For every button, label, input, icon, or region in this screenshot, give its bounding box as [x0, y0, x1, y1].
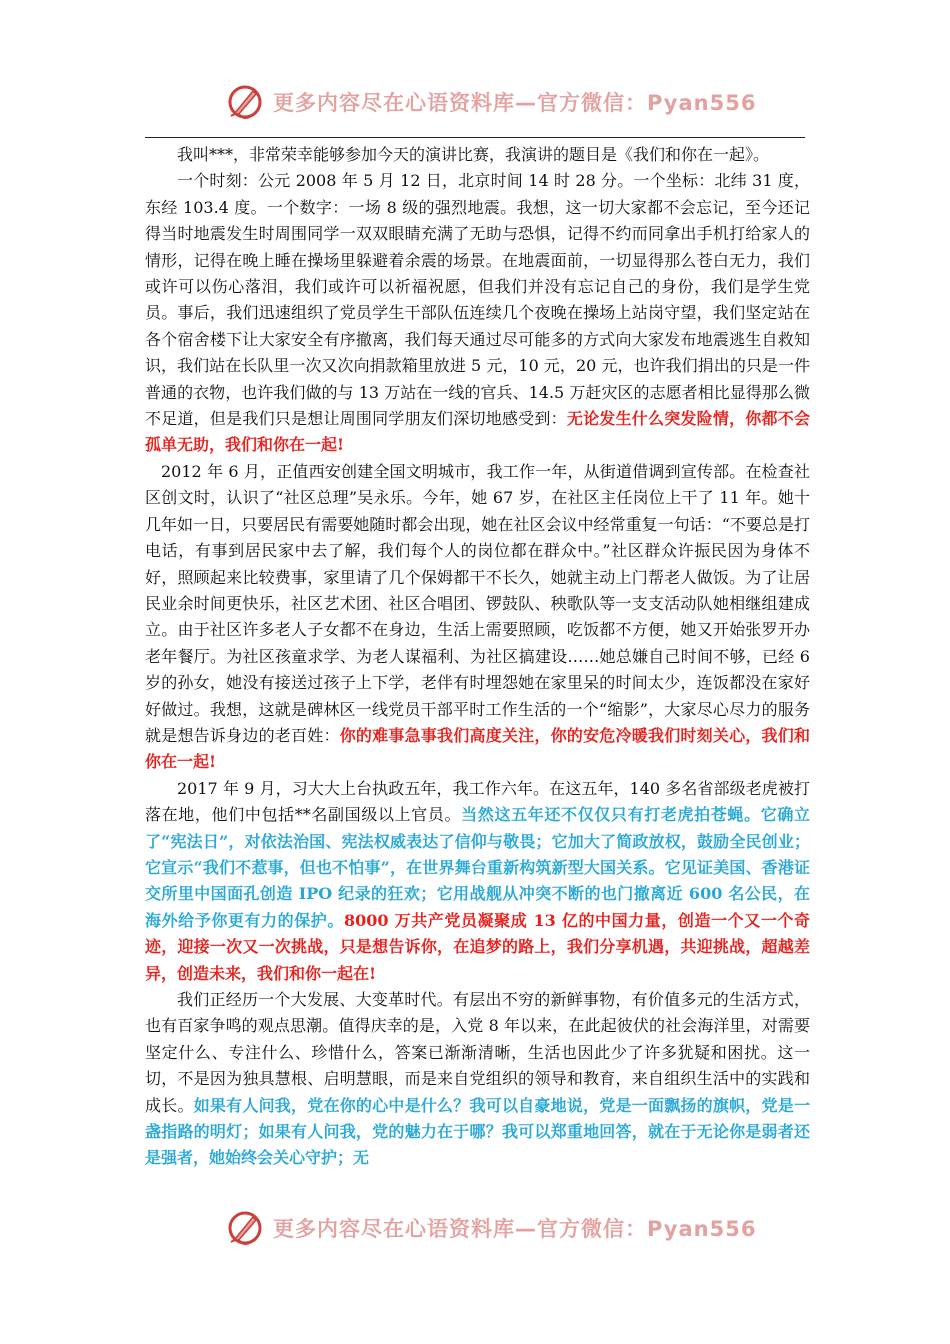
highlight-red-2: 你的难事急事我们高度关注，你的安危冷暖我们时刻关心，我们和你在一起!: [145, 725, 810, 772]
highlight-blue-2: 如果有人问我，党在你的心中是什么？我可以自豪地说，党是一面飘扬的旗帜，党是一盏指路的明灯；如果有人问我，党的魅力在于哪？我可以郑重地回答，就在于无论你是弱者还是强者，她始终会关心守护；无: [145, 1095, 810, 1168]
paragraph-era: 我们正经历一个大发展、大变革时代。有层出不穷的新鲜事物，有价值多元的生活方式，也有百家争鸣的观点思潮。值得庆幸的是，入党 8 年以来，在此起彼伏的社会海洋里，对需要坚定什么、专注什么、珍惜什么，答案已渐渐清晰，生活也因此少了许多犹疑和困扰。这一切，不是因为独具慧根、启明慧眼，而是来自党组织的领导和教育，来自组织生活中的实践和成长。如果有人问我，党在你的心中是什么？我可以自豪地说，党是一面飘扬的旗帜，党是一盏指路的明灯；如果有人问我，党的魅力在于哪？我可以郑重地回答，就在于无论你是弱者还是强者，她始终会关心守护；无: [145, 990, 810, 1168]
paragraph-earthquake: 一个时刻：公元 2008 年 5 月 12 日，北京时间 14 时 28 分。一个坐标：北纬 31 度，东经 103.4 度。一个数字：一场 8 级的强烈地震。我想，这一切大家都不会忘记，至今还记得当时地震发生时周围同学一双双眼睛充满了无助与恐惧，记得不约而同拿出手机打给家人的情形，记得在晚上睡在操场里躲避着余震的场景。在地震面前，一切显得那么苍白无力，我们或许可以伤心落泪，我们或许可以祈福祝愿，但我们并没有忘记自己的身份，我们是学生党员。事后，我们迅速组织了党员学生干部队伍连续几个夜晚在操场上站岗守望，我们坚定站在各个宿舍楼下让大家安全有序撤离，我们每天通过尽可能多的方式向大家发布地震逃生自救知识，我们站在长队里一次又次向捐款箱里放进 5 元，10 元，20 元，也许我们捐出的只是一件普通的衣物，也许我们做的与 13 万站在一线的官兵、14.5 万赶灾区的志愿者相比显得那么微不足道，但是我们只是想让周围同学朋友们深切地感受到：无论发生什么突发险情，你都不会孤单无助，我们和你在一起!: [145, 171, 810, 455]
document-body: [145, 142, 810, 1172]
paragraph-five-years: 2017 年 9 月，习大大上台执政五年，我工作六年。在这五年，140 多名省部级老虎被打落在地，他们中包括**名副国级以上官员。当然这五年还不仅仅只有打老虎拍苍蝇。它确立了“宪法日”，对依法治国、宪法权威表达了信仰与敬畏；它加大了简政放权，鼓励全民创业；它宣示“我们不惹事，但也不怕事”，在世界舞台重新构筑新型大国关系。它见证美国、香港证交所里中国面孔创造 IPO 纪录的狂欢；它用战舰从冲突不断的也门撤离近 600 名公民，在海外给予你更有力的保护。8000 万共产党员凝聚成 13 亿的中国力量，创造一个又一个奇迹，迎接一次又一次挑战，只是想告诉你，在追梦的路上，我们分享机遇，共迎挑战，超越差异，创造未来，我们和你一起在!: [145, 778, 810, 983]
pen-circle-logo-icon: [225, 82, 265, 122]
header-divider: [145, 137, 805, 138]
highlight-red-3: 8000 万共产党员凝聚成 13 亿的中国力量，创造一个又一个奇迹，迎接一次又一次挑战，只是想告诉你，在追梦的路上，我们分享机遇，共迎挑战，超越差异，创造未来，我们和你一起在!: [145, 910, 810, 983]
paragraph-community: 2012 年 6 月，正值西安创建全国文明城市，我工作一年，从街道借调到宣传部。在检查社区创文时，认识了“社区总理”吴永乐。今年，她 67 岁，在社区主任岗位上干了 11 年。她十几年如一日，只要居民有需要她随时都会出现，她在社区会议中经常重复一句话：“不要总是打电话，有事到居民家中去了解，我们每个人的岗位都在群众中。”社区群众许振民因为身体不好，照顾起来比较费事，家里请了几个保姆都干不长久，她就主动上门帮老人做饭。为了让居民业余时间更快乐，社区艺术团、社区合唱团、锣鼓队、秧歌队等一支支活动队她相继组建成立。由于社区许多老人子女都不在身边，生活上需要照顾，吃饭都不方便，她又开始张罗开办老年餐厅。为社区孩童求学、为老人谋福利、为社区搞建设……她总嫌自己时间不够，已经 6 岁的孙女，她没有接送过孩子上下学，老伴有时埋怨她在家里呆的时间太少，连饭都没在家好好做过。我想，这就是碑林区一线党员干部平时工作生活的一个“缩影”，大家尽心尽力的服务就是想告诉身边的老百姓：你的难事急事我们高度关注，你的安危冷暖我们时刻关心，我们和你在一起!: [145, 461, 810, 772]
highlight-red-1: 无论发生什么突发险情，你都不会孤单无助，我们和你在一起!: [145, 409, 810, 455]
highlight-blue-1: 当然这五年还不仅仅只有打老虎拍苍蝇。它确立了“宪法日”，对依法治国、宪法权威表达了信仰与敬畏；它加大了简政放权，鼓励全民创业；它宣示“我们不惹事，但也不怕事”，在世界舞台重新构筑新型大国关系。它见证美国、香港证交所里中国面孔创造 IPO 纪录的狂欢；它用战舰从冲突不断的也门撤离近 600 名公民，在海外给予你更有力的保护。: [145, 805, 810, 930]
header-banner: [225, 80, 757, 124]
footer-banner-text: 更多内容尽在心语资料库—官方微信：Pyan556: [273, 1217, 757, 1241]
pen-circle-logo-icon: [225, 1208, 265, 1248]
paragraph-intro: 我叫***，非常荣幸能够参加今天的演讲比赛，我演讲的题目是《我们和你在一起》。: [177, 145, 770, 164]
footer-banner: [225, 1206, 757, 1250]
header-banner-text: 更多内容尽在心语资料库—官方微信：Pyan556: [273, 91, 757, 115]
